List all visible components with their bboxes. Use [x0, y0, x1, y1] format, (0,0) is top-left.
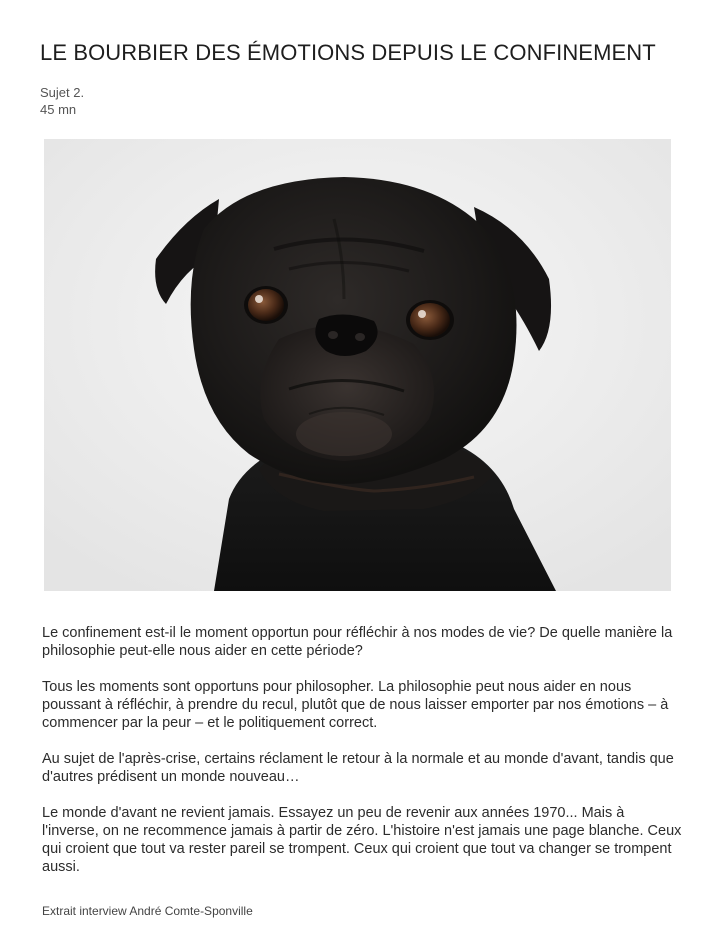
subject-label: Sujet 2.	[40, 85, 85, 100]
paragraph-answer-1: Tous les moments sont opportuns pour philosopher. La philosophie peut nous aider en nous poussant à réfléchir, à prendre du recul, plutôt que de nous laisser emporter par nos émotions – à commencer par la peur – et le politiquement correct.	[42, 679, 669, 731]
article-body	[42, 624, 682, 894]
pug-photo	[44, 139, 671, 591]
document-meta	[40, 84, 84, 118]
paragraph-question-1: Le confinement est-il le moment opportun pour réfléchir à nos modes de vie? De quelle manière la philosophie peut-elle nous aider en cette période?	[42, 625, 673, 659]
paragraph-answer-2: Le monde d'avant ne revient jamais. Essayez un peu de revenir aux années 1970... Mais à l'inverse, on ne recommence jamais à partir de zéro. L'histoire n'est jamais une page blanche. Ceux qui croient que tout va rester pareil se trompent. Ceux qui croient que tout va changer se trompent aussi.	[42, 805, 682, 875]
document-title: LE BOURBIER DES ÉMOTIONS DEPUIS LE CONFINEMENT	[40, 40, 656, 65]
source-credit: Extrait interview André Comte-Sponville	[42, 904, 253, 918]
pug-illustration	[44, 139, 671, 591]
duration-label: 45 mn	[40, 102, 77, 117]
paragraph-question-2: Au sujet de l'après-crise, certains réclament le retour à la normale et au monde d'avant, tandis que d'autres prédisent un monde nouveau…	[42, 751, 674, 785]
